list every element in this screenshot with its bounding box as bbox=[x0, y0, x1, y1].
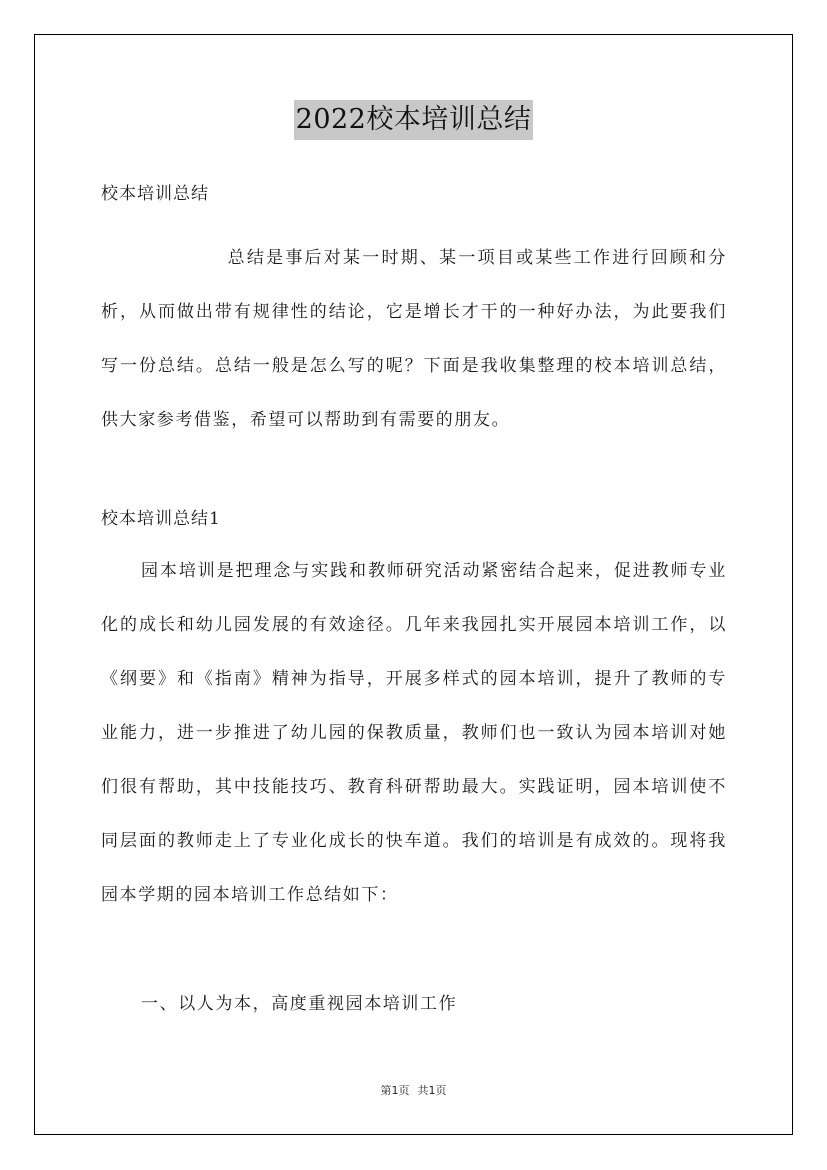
page-total: 共1页 bbox=[417, 1084, 447, 1097]
body-paragraph: 园本培训是把理念与实践和教师研究活动紧密结合起来，促进教师专业化的成长和幼儿园发展的有效途径。几年来我园扎实开展园本培训工作，以《纲要》和《指南》精神为指导，开展多样式的园本培训，提升了教师的专业能力，进一步推进了幼儿园的保教质量，教师们也一致认为园本培训对她们很有帮助，其中技能技巧、教育科研帮助最大。实践证明，园本培训使不同层面的教师走上了专业化成长的快车道。我们的培训是有成效的。现将我园本学期的园本培训工作总结如下： bbox=[101, 561, 727, 905]
section-title: 校本培训总结1 bbox=[101, 509, 221, 529]
page-number: 第1页 bbox=[380, 1084, 410, 1097]
heading-one: 一、以人为本，高度重视园本培训工作 bbox=[141, 994, 458, 1014]
document-title: 2022校本培训总结 bbox=[294, 100, 534, 140]
title-container bbox=[0, 100, 827, 140]
intro-paragraph bbox=[101, 231, 727, 447]
intro-text: 总结是事后对某一时期、某一项目或某些工作进行回顾和分析，从而做出带有规律性的结论，它是增长才干的一种好办法，为此要我们写一份总结。总结一般是怎么写的呢？下面是我收集整理的校本培训总结，供大家参考借鉴，希望可以帮助到有需要的朋友。 bbox=[101, 248, 727, 430]
document-subtitle: 校本培训总结 bbox=[101, 184, 209, 204]
page-footer bbox=[0, 1082, 827, 1098]
